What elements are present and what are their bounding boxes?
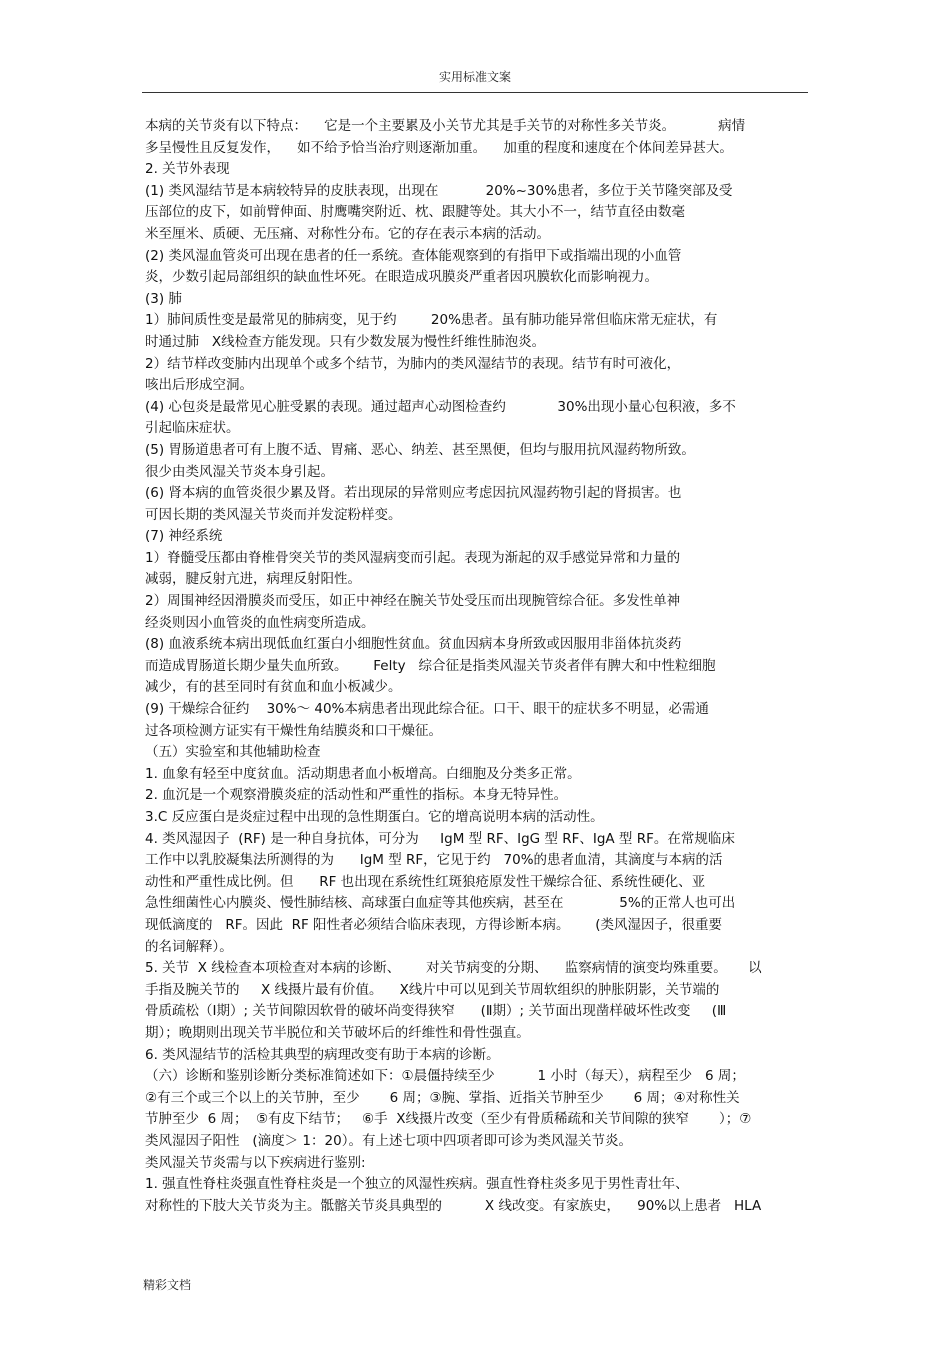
text-line: 而造成胃肠道长期少量失血所致。 Felty 综合征是指类风湿关节炎者伴有脾大和中性粒细胞 bbox=[145, 657, 716, 674]
text-line: 很少由类风湿关节炎本身引起。 bbox=[145, 463, 334, 480]
text-line: 2）周围神经因滑膜炎而受压，如正中神经在腕关节处受压而出现腕管综合征。多发性单神 bbox=[145, 593, 681, 610]
text-line: 2. 血沉是一个观察滑膜炎症的活动性和严重性的指标。本身无特异性。 bbox=[145, 787, 568, 804]
header-divider bbox=[142, 92, 808, 93]
document-body bbox=[145, 116, 825, 1217]
text-line: 炎，少数引起局部组织的缺血性坏死。在眼造成巩膜炎严重者因巩膜软化而影响视力。 bbox=[145, 269, 658, 286]
text-line: 1）肺间质性变是最常见的肺病变，见于约 20%患者。虽有肺功能异常但临床常无症状，有 bbox=[145, 312, 718, 329]
text-line: 现低滴度的 RF。因此 RF 阳性者必须结合临床表现，方得诊断本病。 (类风湿因子，很重要 bbox=[145, 916, 723, 933]
text-line: 期）；晚期则出现关节半脱位和关节破坏后的纤维性和骨性强直。 bbox=[145, 1024, 530, 1041]
text-line: 引起临床症状。 bbox=[145, 420, 240, 437]
text-line: (9) 干燥综合征约 30%～ 40%本病患者出现此综合征。口干、眼干的症状多不明显，必需通 bbox=[145, 701, 709, 718]
text-line: 的名词解释）。 bbox=[145, 938, 233, 955]
page-header-title: 实用标准文案 bbox=[438, 70, 511, 84]
text-line: (5) 胃肠道患者可有上腹不适、胃痛、恶心、纳差、甚至黑便，但均与服用抗风湿药物所致。 bbox=[145, 441, 695, 458]
text-line: 经炎则因小血管炎的血性病变所造成。 bbox=[145, 614, 375, 631]
text-line: 节肿至少 6 周； ⑤有皮下结节； ⑥手 X线摄片改变（至少有骨质稀疏和关节间隙的狭窄 ）；⑦ bbox=[145, 1111, 752, 1128]
text-line: 手指及腕关节的 X 线摄片最有价值。 X线片中可以见到关节周软组织的肿胀阴影，关节端的 bbox=[145, 981, 720, 998]
text-line: 5. 关节 X 线检查本项检查对本病的诊断、 对关节病变的分期、 监察病情的演变均殊重要。 以 bbox=[145, 960, 762, 977]
text-line: 1. 强直性脊柱炎强直性脊柱炎是一个独立的风湿性疾病。强直性脊柱炎多见于男性青壮年、 bbox=[145, 1176, 689, 1193]
text-line: 3.C 反应蛋白是炎症过程中出现的急性期蛋白。它的增高说明本病的活动性。 bbox=[145, 809, 604, 825]
text-line: 类风湿关节炎需与以下疾病进行鉴别: bbox=[145, 1154, 366, 1171]
text-line: 类风湿因子阳性 (滴度＞ 1：20）。有上述七项中四项者即可诊为类风湿关节炎。 bbox=[145, 1132, 632, 1149]
text-line: 1. 血象有轻至中度贫血。活动期患者血小板增高。白细胞及分类多正常。 bbox=[145, 765, 581, 782]
text-line: 米至厘米、质硬、无压痛、对称性分布。它的存在表示本病的活动。 bbox=[145, 225, 550, 242]
text-line: 骨质疏松（Ⅰ期）; 关节间隙因软骨的破坏尚变得狭窄 (Ⅱ期）; 关节面出现凿样破坏性改变 (Ⅲ bbox=[145, 1003, 727, 1020]
text-line: (2) 类风湿血管炎可出现在患者的任一系统。查体能观察到的有指甲下或指端出现的小血管 bbox=[145, 247, 682, 264]
text-line: 多呈慢性且反复发作， 如不给予恰当治疗则逐渐加重。 加重的程度和速度在个体间差异甚大。 bbox=[145, 139, 733, 156]
text-line: (1) 类风湿结节是本病较特异的皮肤表现，出现在 20%~30%患者，多位于关节隆突部及受 bbox=[145, 182, 733, 199]
text-line: 本病的关节炎有以下特点： 它是一个主要累及小关节尤其是手关节的对称性多关节炎。 病情 bbox=[145, 118, 746, 134]
text-line: 动性和严重性成比例。但 RF 也出现在系统性红斑狼疮原发性干燥综合征、系统性硬化、亚 bbox=[145, 873, 706, 890]
text-line: (3) 肺 bbox=[145, 290, 182, 307]
text-line: 可因长期的类风湿关节炎而并发淀粉样变。 bbox=[145, 506, 402, 523]
text-line: (8) 血液系统本病出现低血红蛋白小细胞性贫血。贫血因病本身所致或因服用非甾体抗炎药 bbox=[145, 636, 682, 653]
text-line: (6) 肾本病的血管炎很少累及肾。若出现尿的异常则应考虑因抗风湿药物引起的肾损害。也 bbox=[145, 485, 682, 502]
text-line: （五）实验室和其他辅助检查 bbox=[145, 744, 321, 761]
text-line: 过各项检测方证实有干燥性角结膜炎和口干燥征。 bbox=[145, 722, 442, 739]
text-line: (4) 心包炎是最常见心脏受累的表现。通过超声心动图检查约 30%出现小量心包积液，多不 bbox=[145, 398, 736, 415]
text-line: 4. 类风湿因子 (RF) 是一种自身抗体，可分为 IgM 型 RF、IgG 型 RF、IgA 型 RF。在常规临床 bbox=[145, 830, 735, 847]
text-line: (7) 神经系统 bbox=[145, 528, 223, 545]
text-line: ②有三个或三个以上的关节肿，至少 6 周；③腕、掌指、近指关节肿至少 6 周；④对称性关 bbox=[145, 1089, 740, 1106]
text-line: 压部位的皮下，如前臂伸面、肘鹰嘴突附近、枕、跟腱等处。其大小不一，结节直径由数毫 bbox=[145, 204, 685, 221]
page-footer-label: 精彩文档 bbox=[143, 1278, 192, 1292]
text-line: 咳出后形成空洞。 bbox=[145, 377, 253, 394]
text-line: 6. 类风湿结节的活检其典型的病理改变有助于本病的诊断。 bbox=[145, 1046, 500, 1063]
text-line: 对称性的下肢大关节炎为主。骶髂关节炎具典型的 X 线改变。有家族史， 90%以上患者 HLA bbox=[145, 1197, 762, 1214]
text-line: （六）诊断和鉴别诊断分类标准简述如下：①晨僵持续至少 1 小时（每天），病程至少 6 周； bbox=[145, 1068, 745, 1085]
text-line: 急性细菌性心内膜炎、慢性肺结核、高球蛋白血症等其他疾病，甚至在 5%的正常人也可出 bbox=[145, 895, 736, 912]
text-line: 2）结节样改变肺内出现单个或多个结节，为肺内的类风湿结节的表现。结节有时可液化， bbox=[145, 355, 681, 372]
text-line: 1）脊髓受压都由脊椎骨突关节的类风湿病变而引起。表现为渐起的双手感觉异常和力量的 bbox=[145, 549, 681, 566]
text-line: 减弱，腱反射亢进，病理反射阳性。 bbox=[145, 571, 361, 588]
text-line: 工作中以乳胶凝集法所测得的为 IgM 型 RF，它见于约 70%的患者血清，其滴度与本病的活 bbox=[145, 852, 723, 869]
text-line: 时通过肺 X线检查方能发现。只有少数发展为慢性纤维性肺泡炎。 bbox=[145, 333, 546, 350]
text-line: 2. 关节外表现 bbox=[145, 161, 230, 178]
text-line: 减少，有的甚至同时有贫血和血小板减少。 bbox=[145, 679, 402, 696]
